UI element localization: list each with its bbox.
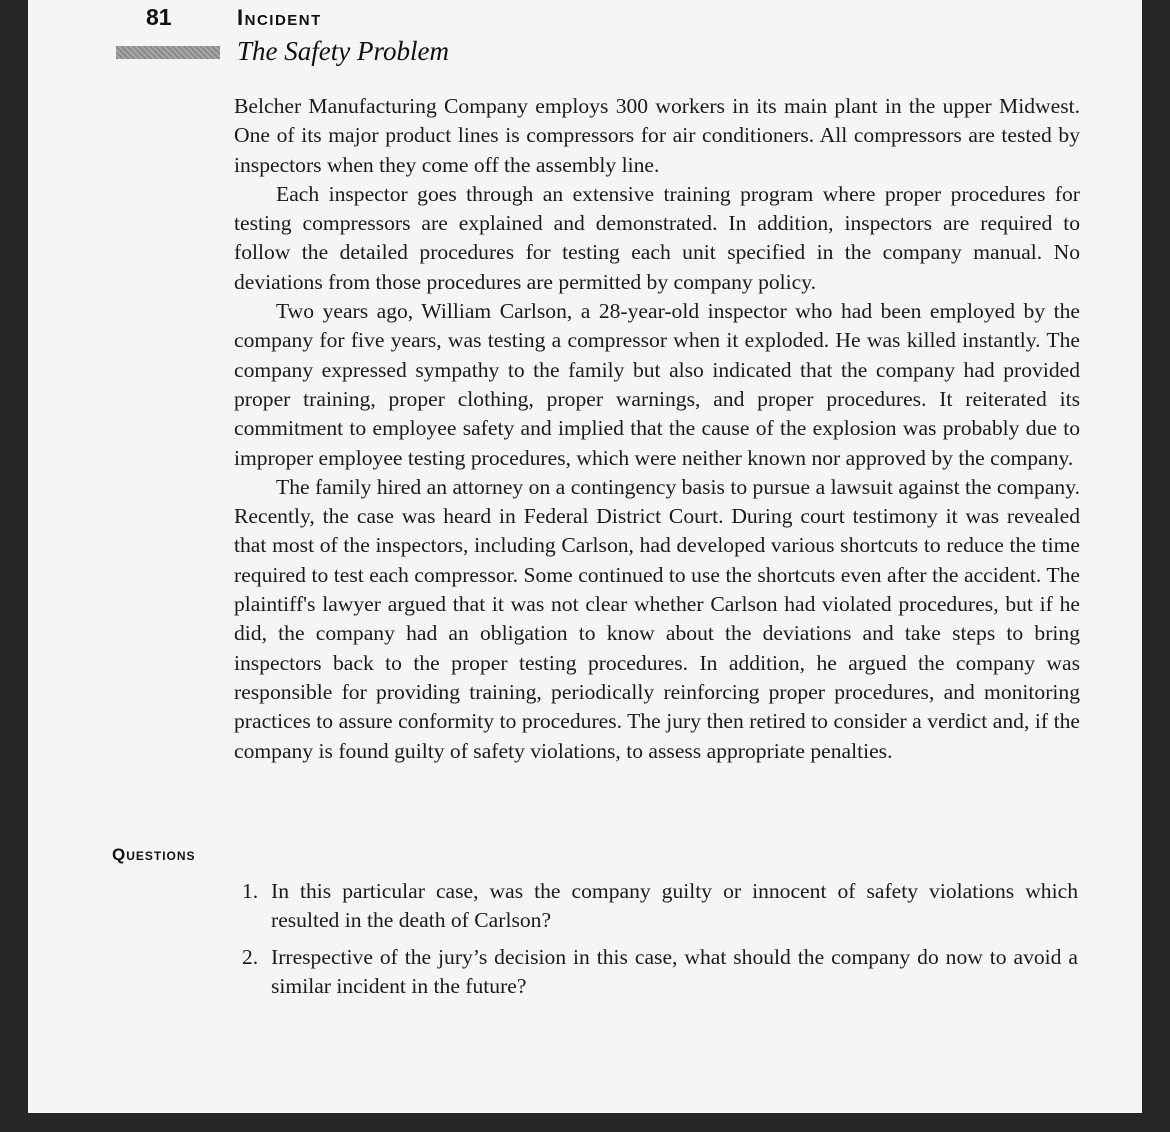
question-text: Irrespective of the jury’s decision in this case, what should the company do now to avoid a similar incident in the future? (271, 945, 1078, 998)
page-number: 81 (146, 4, 172, 30)
case-body (234, 92, 1080, 766)
paragraph: Belcher Manufacturing Company employs 300 workers in its main plant in the upper Midwest. One of its major product lines is compressors for air conditioners. All compressors are tested by inspectors when they come off the assembly line. (234, 94, 1080, 177)
paragraph: The family hired an attorney on a contingency basis to pursue a lawsuit against the company. Recently, the case was heard in Federal District Court. During court testimony it was revealed that most of the inspectors, including Carlson, had developed various shortcuts to reduce the time required to test each compressor. Some continued to use the shortcuts even after the accident. The plaintiff's lawyer argued that it was not clear whether Carlson had violated procedures, but if he did, the company had an obligation to know about the deviations and take steps to bring inspectors back to the proper testing procedures. In addition, he argued the company was responsible for providing training, periodically reinforcing proper procedures, and monitoring practices to assure conformity to procedures. The jury then retired to consider a verdict and, if the company is found guilty of safety violations, to assess appropriate penalties. (234, 474, 1080, 763)
case-title: The Safety Problem (237, 36, 449, 66)
question-number: 2. (242, 945, 259, 969)
decorative-title-bar (116, 46, 220, 59)
paragraph: Two years ago, William Carlson, a 28-year-old inspector who had been employed by the company for five years, was testing a compressor when it exploded. He was killed instantly. The company expressed sympathy to the family but also indicated that the company had provided proper training, proper clothing, proper warnings, and proper procedures. It reiterated its commitment to employee safety and implied that the cause of the explosion was probably due to improper employee testing procedures, which were neither known nor approved by the company. (234, 299, 1080, 470)
questions-list (242, 877, 1078, 1009)
paragraph: Each inspector goes through an extensive training program where proper procedures for testing compressors are explained and demonstrated. In addition, inspectors are required to follow the detailed procedures for testing each unit specified in the company manual. No deviations from those procedures are permitted by company policy. (234, 181, 1080, 294)
question-item (242, 877, 1078, 935)
book-page (28, 0, 1142, 1113)
question-item (242, 943, 1078, 1001)
question-text: In this particular case, was the company guilty or innocent of safety violations which resulted in the death of Carlson? (271, 879, 1078, 932)
questions-heading: Questions (112, 845, 196, 864)
question-number: 1. (242, 879, 259, 903)
section-label: Incident (237, 5, 322, 30)
